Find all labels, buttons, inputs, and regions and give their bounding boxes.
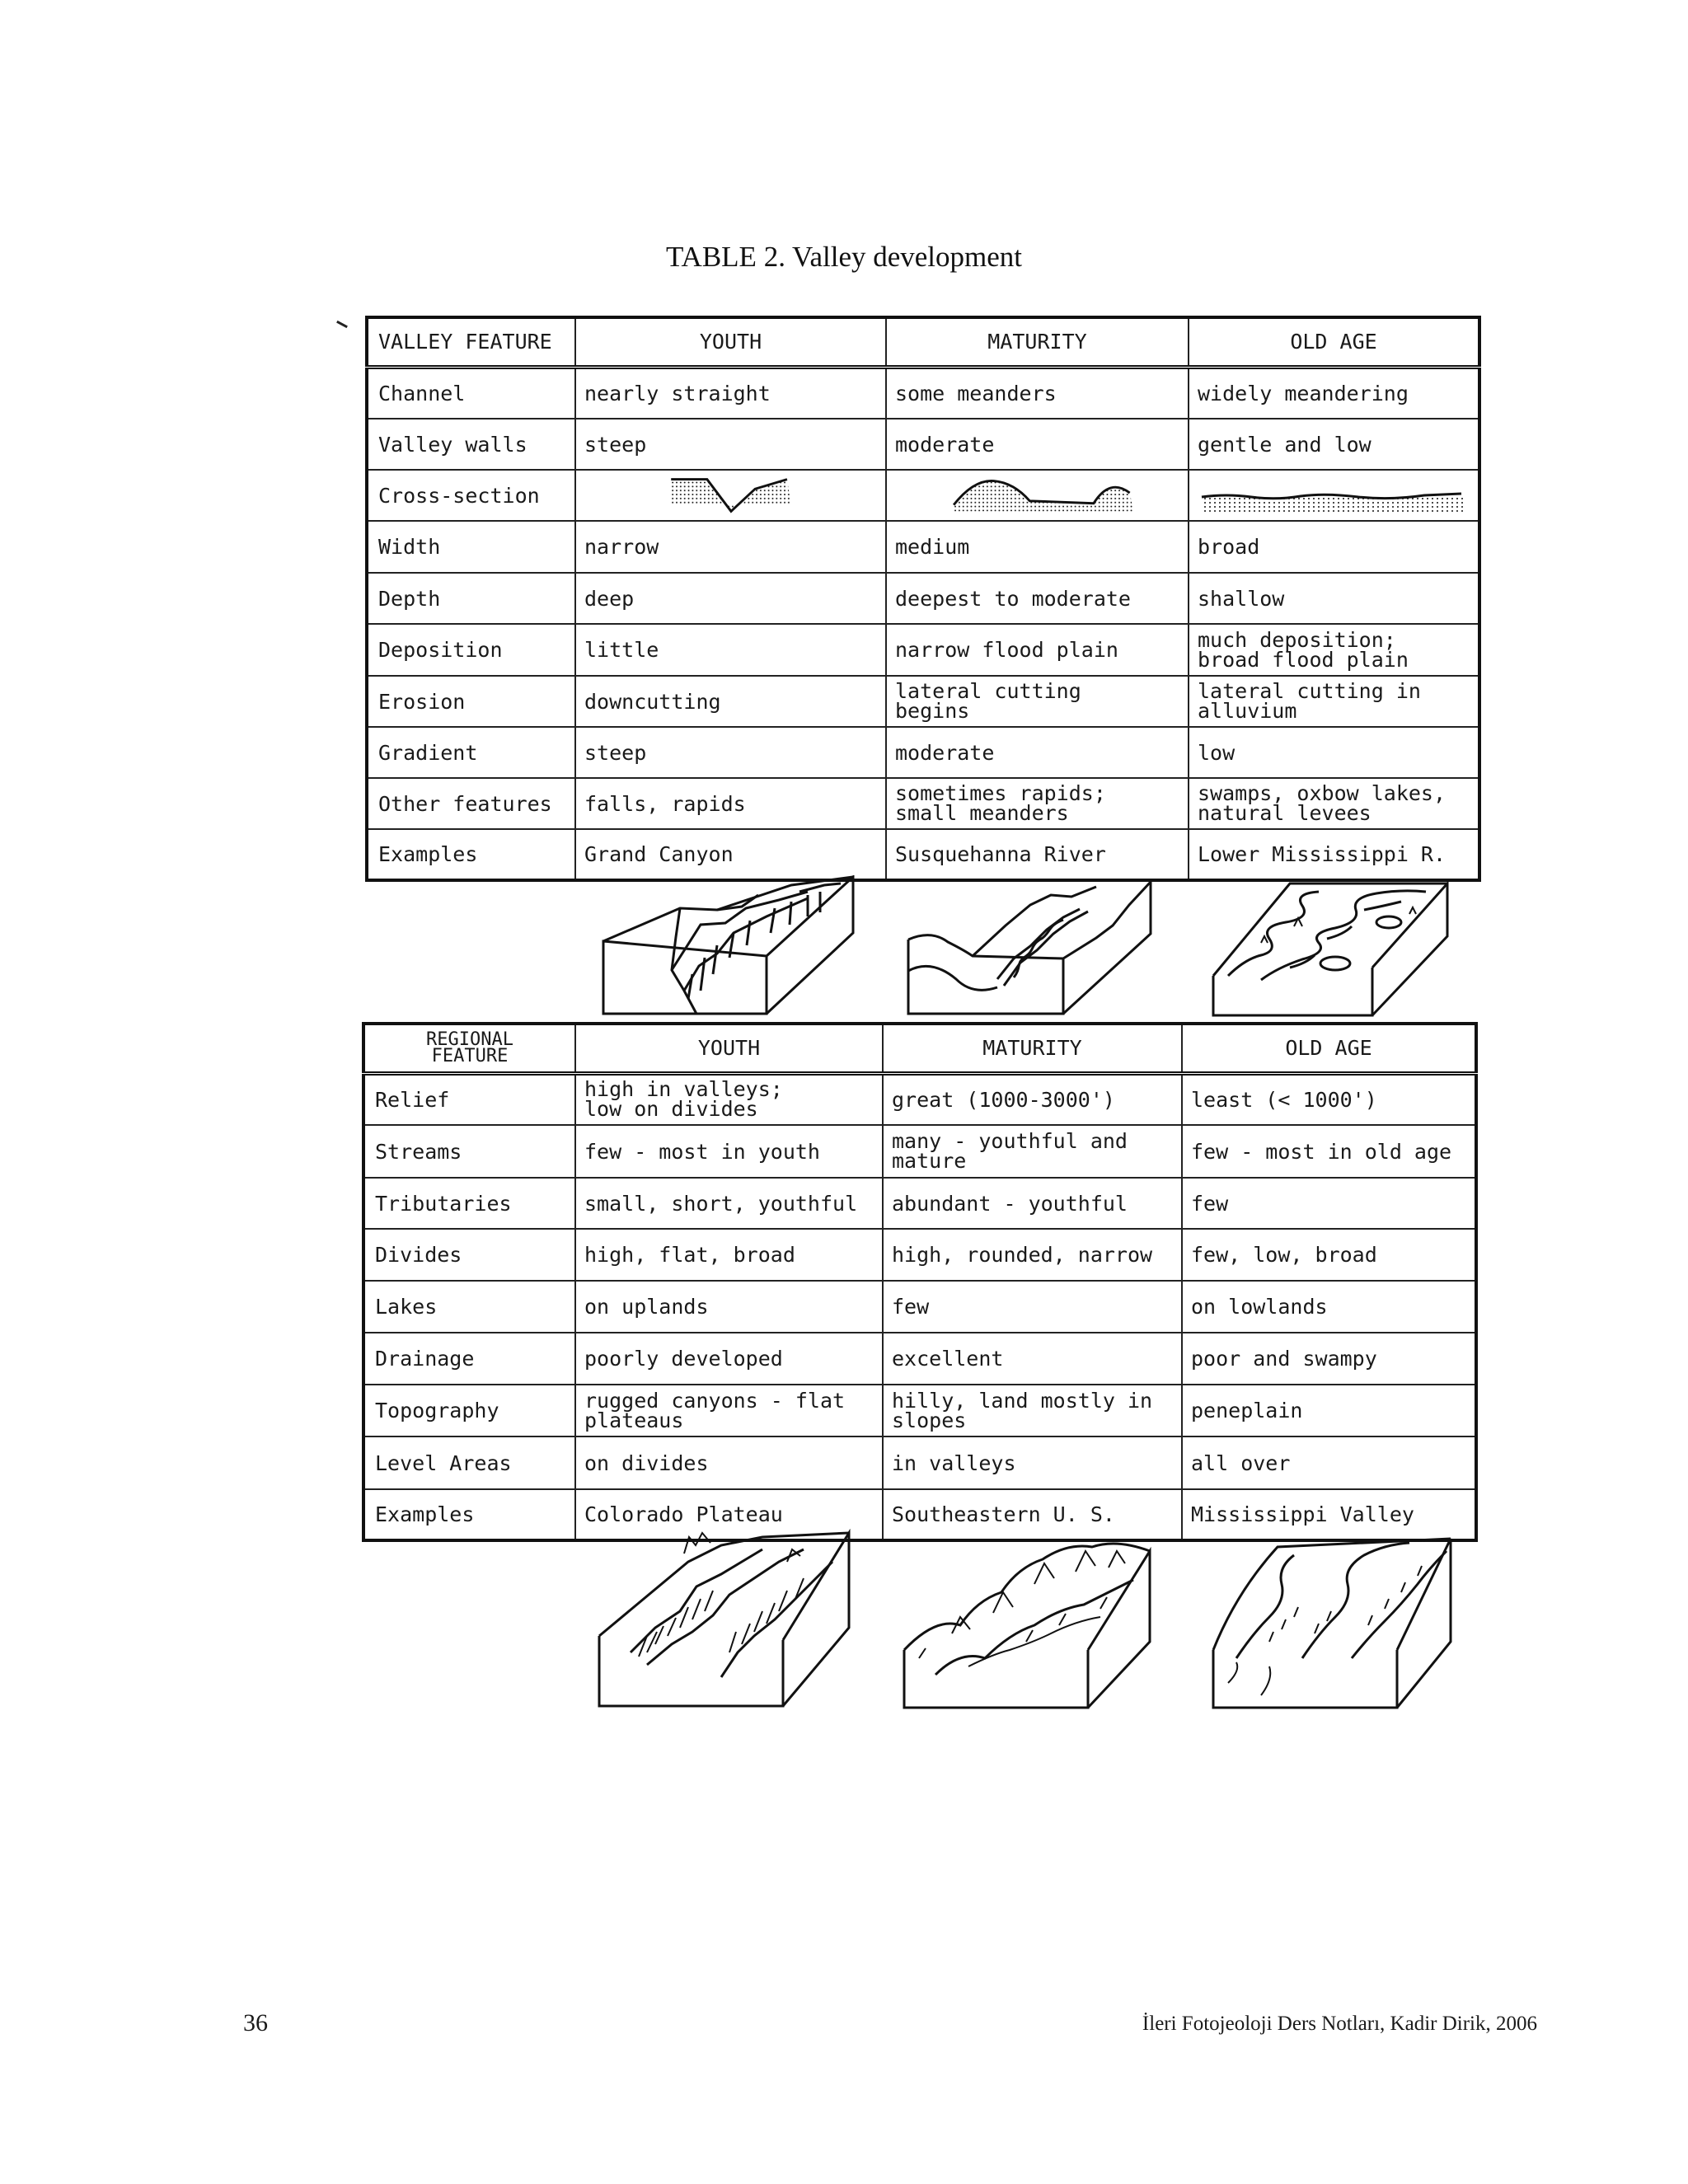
old-age-region-block-diagram — [1212, 1535, 1455, 1712]
cell-relief-maturity: great (1000-3000') — [883, 1073, 1182, 1125]
cell-channel-maturity: some meanders — [886, 367, 1189, 419]
row-label-streams: Streams — [363, 1125, 575, 1178]
footer-citation: İleri Fotojeoloji Ders Notları, Kadir Dirik, 2006 — [1142, 2013, 1537, 2035]
cell-examples-old-age: Lower Mississippi R. — [1189, 829, 1479, 880]
table-row — [363, 1178, 1476, 1229]
valley-feature-table — [365, 316, 1481, 882]
cell-gradient-maturity: moderate — [886, 727, 1189, 778]
cell-cross-section-maturity — [886, 470, 1189, 521]
cell-examples-youth: Grand Canyon — [575, 829, 886, 880]
header-youth: YOUTH — [575, 1024, 883, 1073]
row-label-erosion: Erosion — [367, 676, 575, 727]
cell-topography-youth: rugged canyons - flat plateaus — [575, 1385, 883, 1436]
table-row — [367, 676, 1479, 727]
table-row — [363, 1073, 1476, 1125]
cell-deposition-youth: little — [575, 624, 886, 676]
cell-streams-maturity: many - youthful and mature — [883, 1125, 1182, 1178]
cell-lakes-youth: on uplands — [575, 1281, 883, 1333]
cell-drainage-maturity: excellent — [883, 1333, 1182, 1385]
cell-width-old-age: broad — [1189, 521, 1479, 573]
cell-level-areas-youth: on divides — [575, 1436, 883, 1489]
cell-other-features-youth: falls, rapids — [575, 778, 886, 829]
cell-tributaries-old-age: few — [1182, 1178, 1476, 1229]
regional-feature-table — [362, 1022, 1478, 1542]
cell-channel-old-age: widely meandering — [1189, 367, 1479, 419]
table-row — [367, 727, 1479, 778]
row-label-channel: Channel — [367, 367, 575, 419]
cell-divides-maturity: high, rounded, narrow — [883, 1229, 1182, 1281]
cell-cross-section-youth — [575, 470, 886, 521]
cell-gradient-old-age: low — [1189, 727, 1479, 778]
cell-depth-old-age: shallow — [1189, 573, 1479, 624]
header-old-age: OLD AGE — [1182, 1024, 1476, 1073]
row-label-gradient: Gradient — [367, 727, 575, 778]
cell-erosion-maturity: lateral cutting begins — [886, 676, 1189, 727]
cell-channel-youth: nearly straight — [575, 367, 886, 419]
row-label-width: Width — [367, 521, 575, 573]
table-row — [367, 419, 1479, 470]
header-maturity: MATURITY — [883, 1024, 1182, 1073]
margin-mark — [336, 321, 348, 328]
table-row — [367, 573, 1479, 624]
cell-topography-maturity: hilly, land mostly in slopes — [883, 1385, 1182, 1436]
row-label-drainage: Drainage — [363, 1333, 575, 1385]
row-label-divides: Divides — [363, 1229, 575, 1281]
table-row — [363, 1125, 1476, 1178]
youth-valley-block-diagram — [602, 875, 857, 1017]
cell-valley-walls-old-age: gentle and low — [1189, 419, 1479, 470]
cell-lakes-old-age: on lowlands — [1182, 1281, 1476, 1333]
cell-depth-youth: deep — [575, 573, 886, 624]
cell-relief-old-age: least (< 1000') — [1182, 1073, 1476, 1125]
cell-streams-youth: few - most in youth — [575, 1125, 883, 1178]
cell-examples-youth: Colorado Plateau — [575, 1489, 883, 1540]
cell-tributaries-maturity: abundant - youthful — [883, 1178, 1182, 1229]
cell-erosion-youth: downcutting — [575, 676, 886, 727]
table-row — [367, 367, 1479, 419]
table-row — [363, 1385, 1476, 1436]
cell-valley-walls-maturity: moderate — [886, 419, 1189, 470]
cell-erosion-old-age: lateral cutting in alluvium — [1189, 676, 1479, 727]
cell-deposition-maturity: narrow flood plain — [886, 624, 1189, 676]
row-label-topography: Topography — [363, 1385, 575, 1436]
page-title: TABLE 2. Valley development — [665, 241, 1022, 273]
table-row — [367, 521, 1479, 573]
youth-region-block-diagram — [598, 1529, 853, 1710]
cell-relief-youth: high in valleys; low on divides — [575, 1073, 883, 1125]
table-row — [367, 624, 1479, 676]
old-age-cross-section-icon — [1193, 472, 1474, 518]
header-old-age: OLD AGE — [1189, 317, 1479, 367]
row-label-relief: Relief — [363, 1073, 575, 1125]
row-label-lakes: Lakes — [363, 1281, 575, 1333]
cell-drainage-youth: poorly developed — [575, 1333, 883, 1385]
cell-depth-maturity: deepest to moderate — [886, 573, 1189, 624]
table-row — [367, 470, 1479, 521]
cell-width-maturity: medium — [886, 521, 1189, 573]
cell-other-features-maturity: sometimes rapids; small meanders — [886, 778, 1189, 829]
header-regional-feature: REGIONAL FEATURE — [363, 1024, 575, 1073]
cell-tributaries-youth: small, short, youthful — [575, 1178, 883, 1229]
cell-level-areas-maturity: in valleys — [883, 1436, 1182, 1489]
cell-divides-youth: high, flat, broad — [575, 1229, 883, 1281]
row-label-other-features: Other features — [367, 778, 575, 829]
row-label-level-areas: Level Areas — [363, 1436, 575, 1489]
table-row — [367, 829, 1479, 880]
cell-lakes-maturity: few — [883, 1281, 1182, 1333]
row-label-tributaries: Tributaries — [363, 1178, 575, 1229]
header-youth: YOUTH — [575, 317, 886, 367]
cell-other-features-old-age: swamps, oxbow lakes, natural levees — [1189, 778, 1479, 829]
page-number: 36 — [243, 2009, 268, 2036]
cell-level-areas-old-age: all over — [1182, 1436, 1476, 1489]
maturity-region-block-diagram — [903, 1535, 1154, 1712]
header-maturity: MATURITY — [886, 317, 1189, 367]
row-label-examples: Examples — [367, 829, 575, 880]
old-age-valley-block-diagram — [1212, 877, 1451, 1019]
row-label-valley-walls: Valley walls — [367, 419, 575, 470]
cell-divides-old-age: few, low, broad — [1182, 1229, 1476, 1281]
cell-examples-maturity: Susquehanna River — [886, 829, 1189, 880]
row-label-deposition: Deposition — [367, 624, 575, 676]
table-header-row — [367, 317, 1479, 367]
row-label-cross-section: Cross-section — [367, 470, 575, 521]
cell-deposition-old-age: much deposition; broad flood plain — [1189, 624, 1479, 676]
cell-cross-section-old-age — [1189, 470, 1479, 521]
cell-streams-old-age: few - most in old age — [1182, 1125, 1476, 1178]
cell-examples-maturity: Southeastern U. S. — [883, 1489, 1182, 1540]
maturity-valley-block-diagram — [907, 880, 1154, 1017]
cell-topography-old-age: peneplain — [1182, 1385, 1476, 1436]
header-valley-feature: VALLEY FEATURE — [367, 317, 575, 367]
youth-cross-section-icon — [595, 472, 867, 518]
cell-examples-old-age: Mississippi Valley — [1182, 1489, 1476, 1540]
table-header-row — [363, 1024, 1476, 1073]
row-label-depth: Depth — [367, 573, 575, 624]
table-row — [363, 1436, 1476, 1489]
table-row — [363, 1229, 1476, 1281]
cell-width-youth: narrow — [575, 521, 886, 573]
table-row — [363, 1333, 1476, 1385]
table-row — [367, 778, 1479, 829]
cell-gradient-youth: steep — [575, 727, 886, 778]
cell-valley-walls-youth: steep — [575, 419, 886, 470]
cell-drainage-old-age: poor and swampy — [1182, 1333, 1476, 1385]
maturity-cross-section-icon — [902, 472, 1174, 518]
row-label-examples: Examples — [363, 1489, 575, 1540]
table-row — [363, 1489, 1476, 1540]
table-row — [363, 1281, 1476, 1333]
